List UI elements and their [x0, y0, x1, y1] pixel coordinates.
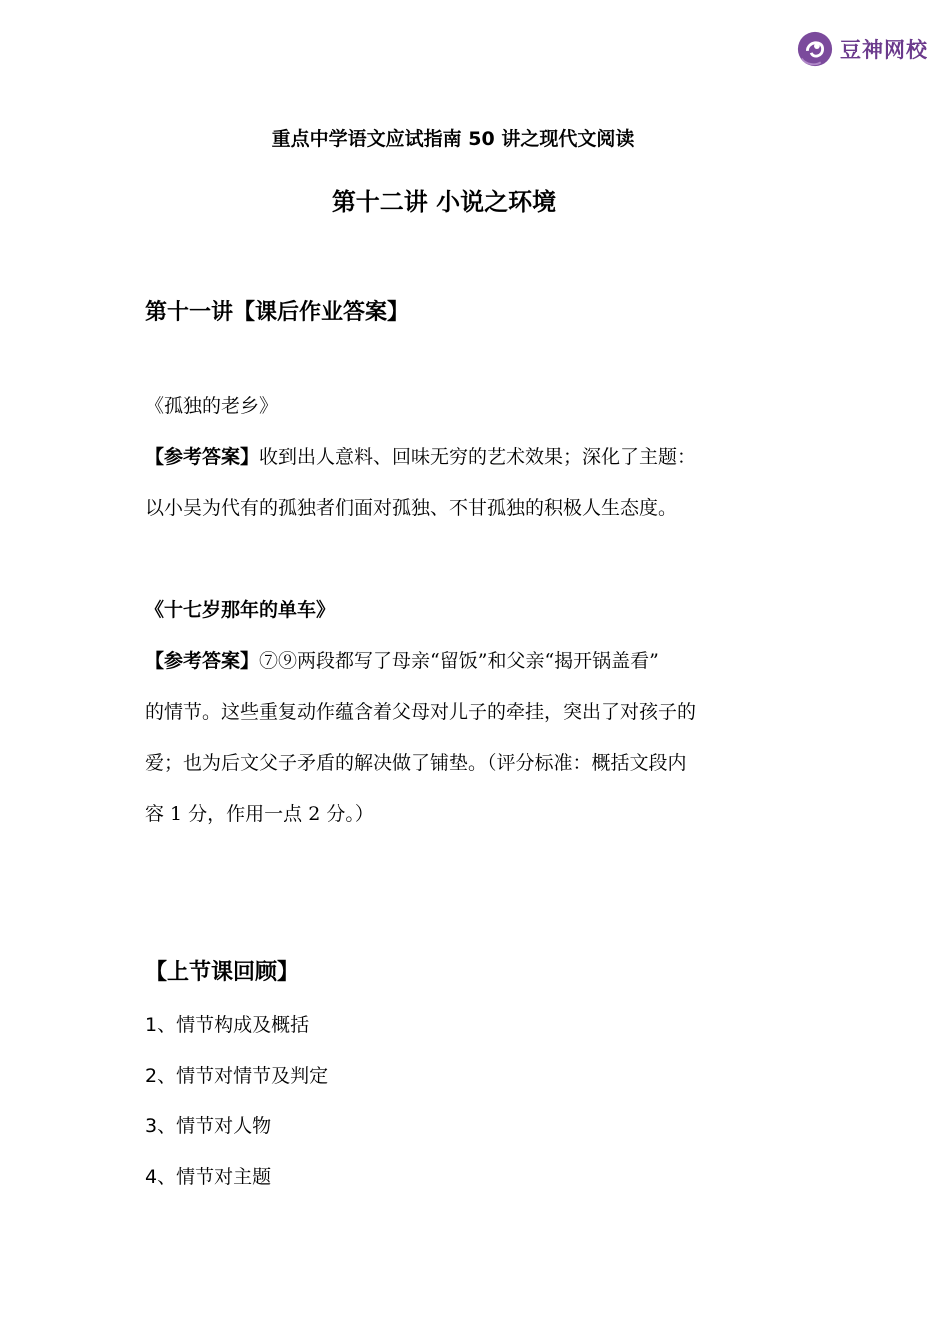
answer-text: 收到出人意料、回味无穷的艺术效果；深化了主题：	[259, 446, 697, 468]
answer-line: 容 1 分，作用一点 2 分。）	[145, 803, 374, 825]
bean-logo-icon	[796, 30, 834, 68]
brand-logo	[796, 30, 928, 68]
answer-line: 以小吴为代有的孤独者们面对孤独、不甘孤独的积极人生态度。	[145, 497, 678, 519]
work-title-1: 《孤独的老乡》	[145, 395, 279, 417]
work-title-2: 《十七岁那年的单车》	[145, 599, 336, 621]
answer-line	[145, 648, 659, 674]
series-title: 重点中学语文应试指南 50 讲之现代文阅读	[271, 128, 635, 150]
list-item: 1、情节构成及概括	[145, 1014, 310, 1036]
answer-label: 【参考答案】	[145, 650, 260, 672]
answer-line: 的情节。这些重复动作蕴含着父母对儿子的牵挂，突出了对孩子的	[145, 701, 697, 723]
answer-line: 爱；也为后文父子矛盾的解决做了铺垫。（评分标准：概括文段内	[145, 752, 687, 774]
review-heading: 【上节课回顾】	[145, 960, 300, 985]
lecture-title: 第十二讲 小说之环境	[331, 188, 557, 216]
brand-name: 豆神网校	[840, 38, 928, 62]
answer-line	[145, 444, 696, 470]
answer-label: 【参考答案】	[145, 446, 260, 468]
list-item: 2、情节对情节及判定	[145, 1065, 329, 1087]
answer-text: ⑦⑨两段都写了母亲“留饭”和父亲“揭开锅盖看”	[259, 650, 659, 672]
answers-heading: 第十一讲【课后作业答案】	[145, 300, 410, 325]
list-item: 4、情节对主题	[145, 1166, 272, 1188]
list-item: 3、情节对人物	[145, 1115, 272, 1137]
